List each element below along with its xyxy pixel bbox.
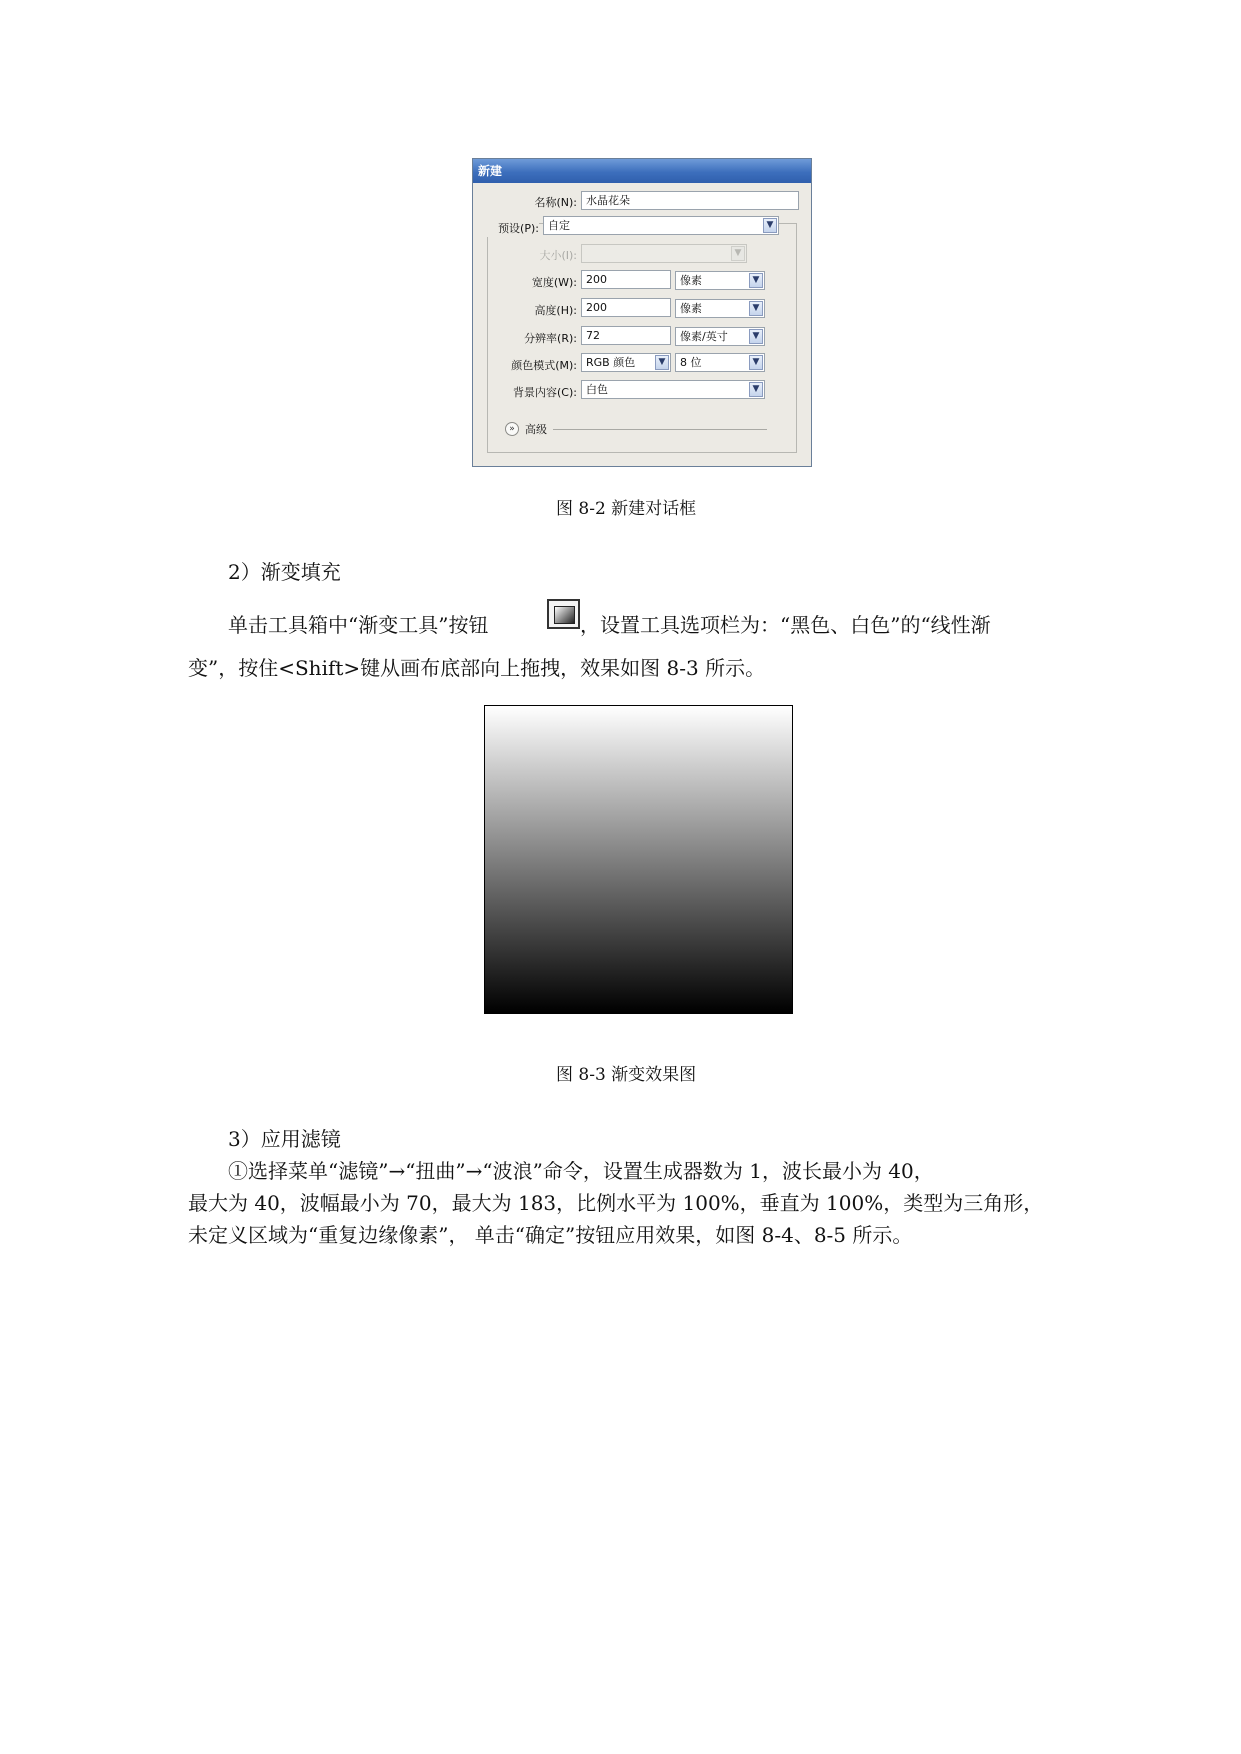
section-2-line-1a: 单击工具箱中“渐变工具”按钮 [228,613,489,637]
advanced-divider [553,429,767,430]
resolution-label: 分辨率(R): [524,332,577,345]
figure-8-3-caption: 图 8-3 渐变效果图 [556,1065,697,1085]
section-3-line-1: ①选择菜单“滤镜”→“扭曲”→“波浪”命令，设置生成器数为 1，波长最小为 40， [228,1159,934,1183]
bit-depth-select[interactable] [675,353,765,372]
preset-row [473,217,539,237]
chevron-down-icon[interactable]: ▼ [749,382,763,397]
advanced-label[interactable]: 高级 [525,423,547,436]
color-mode-value: RGB 颜色 [586,356,636,369]
figure-8-2-caption: 图 8-2 新建对话框 [556,499,697,519]
background-row [473,381,577,401]
section-3-line-2: 最大为 40，波幅最小为 70，最大为 183，比例水平为 100%，垂直为 100%，类型为三角形， [188,1191,1044,1215]
width-row [473,271,577,291]
section-2-line-2: 变”，按住<Shift>键从画布底部向上拖拽，效果如图 8-3 所示。 [188,656,766,680]
preset-value: 自定 [548,219,570,232]
resolution-input[interactable]: 72 [581,326,671,345]
width-label: 宽度(W): [531,276,577,289]
preset-label: 预设(P): [498,222,539,235]
gradient-result-image [484,705,793,1014]
width-unit-select[interactable] [675,271,765,290]
color-mode-label: 颜色模式(M): [511,359,577,372]
chevron-down-icon[interactable]: ▼ [749,355,763,370]
chevron-down-icon[interactable]: ▼ [749,329,763,344]
chevron-down-icon: ▼ [731,246,745,261]
size-label: 大小(I): [539,249,577,262]
dialog-title: 新建 [473,159,811,183]
chevron-down-icon[interactable]: ▼ [749,301,763,316]
chevron-down-icon[interactable]: ▼ [655,355,669,370]
chevron-down-icon[interactable]: ▼ [763,218,777,233]
width-input[interactable]: 200 [581,270,671,289]
size-select [581,244,747,263]
name-input[interactable]: 水晶花朵 [581,191,799,210]
height-input[interactable]: 200 [581,298,671,317]
color-mode-row [473,354,577,374]
resolution-unit-value: 像素/英寸 [680,330,728,343]
background-select[interactable] [581,380,765,399]
height-unit-value: 像素 [680,302,702,315]
section-2-heading: 2）渐变填充 [228,560,341,584]
resolution-unit-select[interactable] [675,327,765,346]
height-row [473,299,577,319]
section-3-line-3: 未定义区域为“重复边缘像素”， 单击“确定”按钮应用效果，如图 8-4、8-5 所示。 [188,1223,913,1247]
section-3-heading: 3）应用滤镜 [228,1127,341,1151]
color-mode-select[interactable] [581,353,671,372]
gradient-tool-icon [547,599,580,629]
chevron-down-icon[interactable]: ▼ [749,273,763,288]
bit-depth-value: 8 位 [680,356,702,369]
section-2-line-1b: ，设置工具选项栏为：“黑色、白色”的“线性渐 [580,613,991,637]
name-row [473,191,577,211]
width-unit-value: 像素 [680,274,702,287]
background-label: 背景内容(C): [513,386,577,399]
height-label: 高度(H): [534,304,577,317]
resolution-row [473,327,577,347]
new-document-dialog [472,158,812,467]
name-label: 名称(N): [534,196,577,209]
preset-select[interactable] [543,216,779,235]
expand-advanced-icon[interactable]: » [505,422,519,436]
height-unit-select[interactable] [675,299,765,318]
size-row [473,244,577,264]
background-value: 白色 [586,383,608,396]
